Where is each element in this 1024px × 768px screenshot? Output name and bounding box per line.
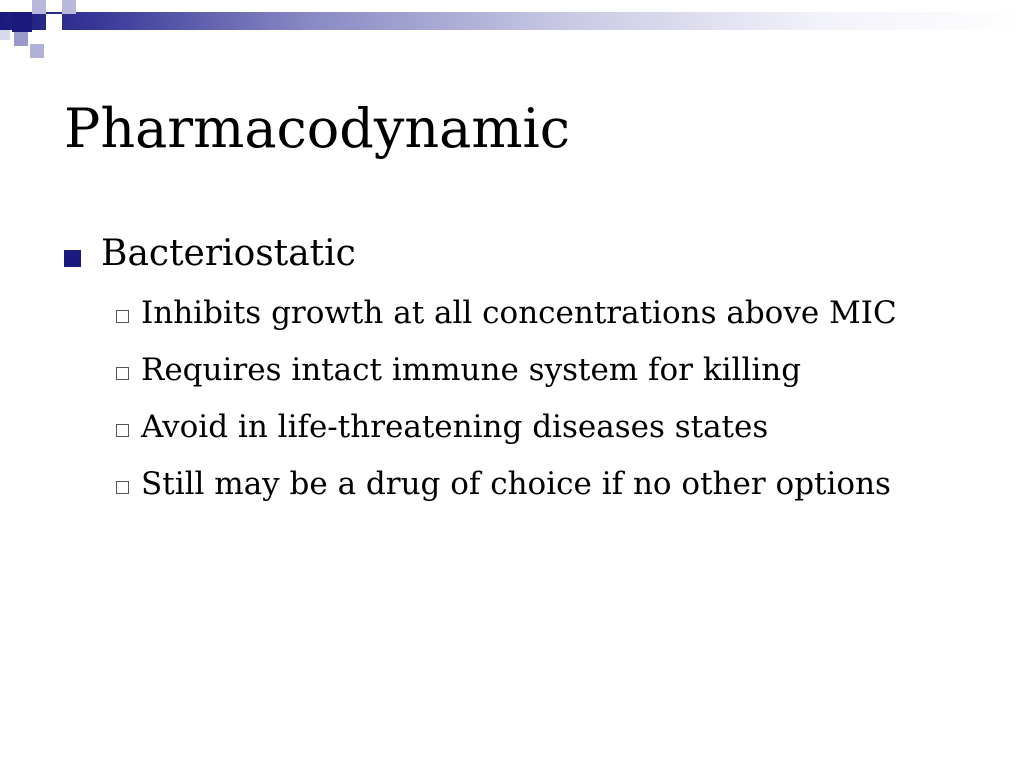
sub-bullet-text: Inhibits growth at all concentrations above MIC xyxy=(141,295,897,331)
sub-bullet-list xyxy=(116,290,994,507)
decorative-square xyxy=(12,12,32,32)
slide-body xyxy=(64,228,994,518)
slide-title: Pharmacodynamic xyxy=(64,97,571,160)
hollow-square-icon xyxy=(116,310,129,323)
sub-bullet-item xyxy=(116,461,994,507)
sub-bullet-item xyxy=(116,347,994,393)
bullet-text: Bacteriostatic xyxy=(101,233,356,274)
sub-bullet-text: Still may be a drug of choice if no other options xyxy=(141,466,891,502)
decorative-square xyxy=(0,0,12,12)
sub-bullet-text: Requires intact immune system for killing xyxy=(141,352,802,388)
header-decoration-band xyxy=(0,12,1024,30)
filled-square-icon xyxy=(64,250,81,267)
decorative-square xyxy=(30,44,44,58)
decorative-square xyxy=(0,30,10,40)
bullet-item-bacteriostatic xyxy=(64,228,994,280)
sub-bullet-text: Avoid in life-threatening diseases states xyxy=(141,409,769,445)
sub-bullet-item xyxy=(116,404,994,450)
sub-bullet-item xyxy=(116,290,994,336)
hollow-square-icon xyxy=(116,367,129,380)
decorative-square xyxy=(14,32,28,46)
hollow-square-icon xyxy=(116,424,129,437)
decorative-square xyxy=(62,0,76,14)
hollow-square-icon xyxy=(116,481,129,494)
decorative-square xyxy=(32,0,46,14)
decorative-square xyxy=(46,14,62,30)
